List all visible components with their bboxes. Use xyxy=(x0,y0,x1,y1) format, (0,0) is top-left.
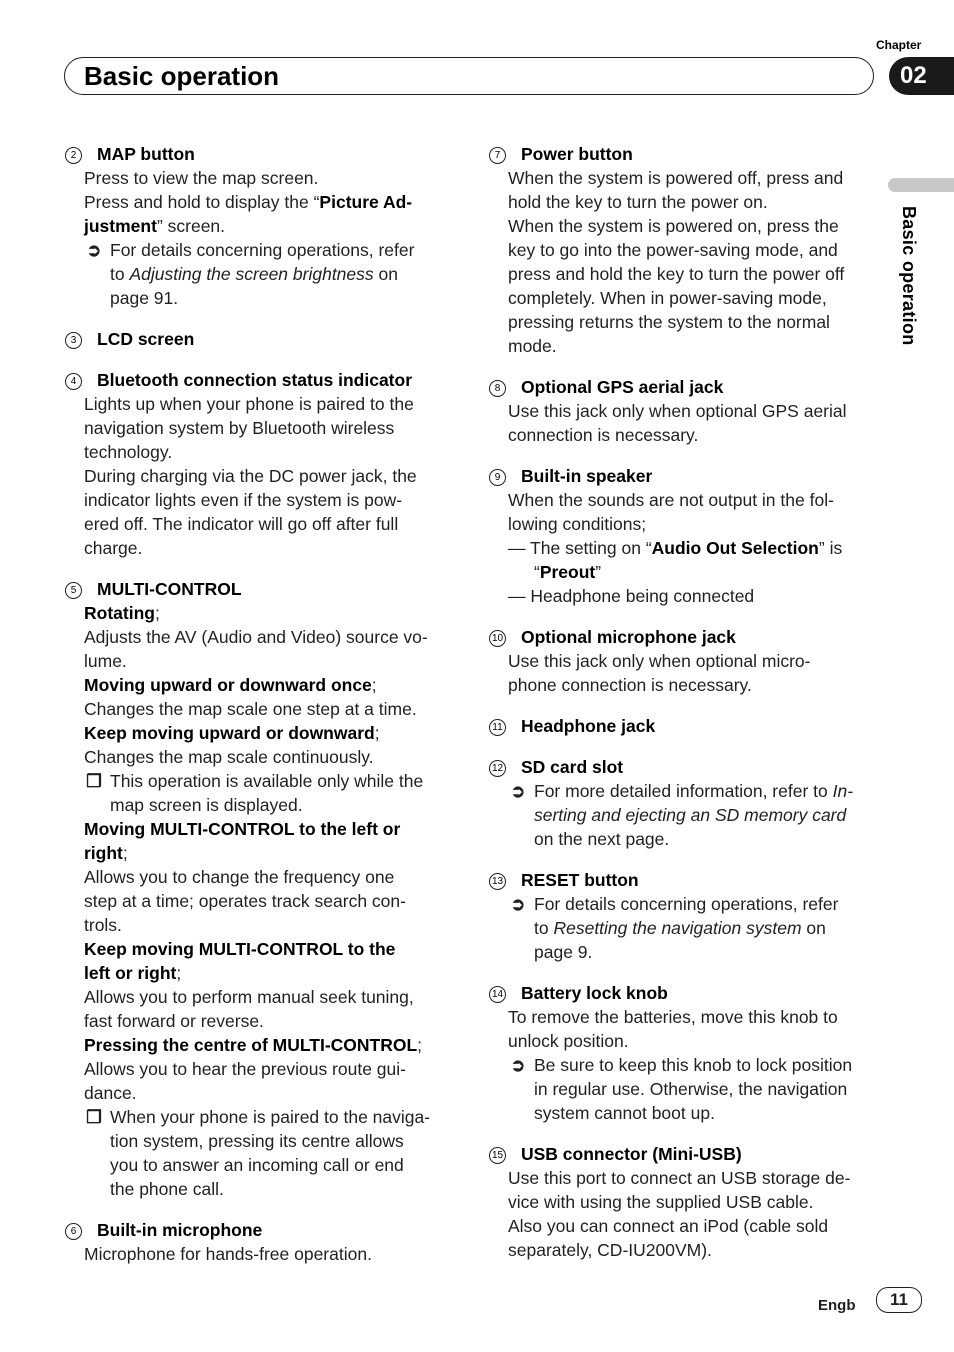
dash-item: — The setting on “Audio Out Selection” is xyxy=(508,538,843,558)
body-text: mode. xyxy=(508,336,557,356)
circled-number-icon: 5 xyxy=(65,582,82,599)
circled-number-icon: 15 xyxy=(489,1147,506,1164)
note: ❒ When your phone is paired to the naviga- xyxy=(64,1105,454,1129)
note: system cannot boot up. xyxy=(534,1103,715,1123)
circled-number-icon: 12 xyxy=(489,760,506,777)
body-text: Use this jack only when optional GPS aerial xyxy=(508,401,847,421)
arrow-icon: ➲ xyxy=(510,781,526,801)
note: ➲ For more detailed information, refer to In- xyxy=(488,779,880,803)
section-battery-lock-knob xyxy=(488,981,880,1125)
dash-item: — Headphone being connected xyxy=(508,586,755,606)
note: the phone call. xyxy=(110,1179,224,1199)
note: map screen is displayed. xyxy=(110,795,303,815)
footer-language: Engb xyxy=(818,1297,856,1314)
body-text: navigation system by Bluetooth wireless xyxy=(84,418,395,438)
body-text: separately, CD-IU200VM). xyxy=(508,1240,712,1260)
body-text: Rotating; xyxy=(84,603,160,623)
body-text: dance. xyxy=(84,1083,137,1103)
body-text: Keep moving upward or downward; xyxy=(84,723,380,743)
note: ➲ For details concerning operations, refer xyxy=(488,892,880,916)
circled-number-icon: 10 xyxy=(489,630,506,647)
note: ❒ This operation is available only while the xyxy=(64,769,454,793)
note: on the next page. xyxy=(534,829,670,849)
side-tab xyxy=(888,178,954,192)
note: ➲ For details concerning operations, refer xyxy=(64,238,454,262)
body-text: trols. xyxy=(84,915,122,935)
section-power-button xyxy=(488,142,880,358)
checkbox-icon: ❒ xyxy=(86,771,102,791)
section-title: Optional microphone jack xyxy=(521,627,736,647)
body-text: Lights up when your phone is paired to the xyxy=(84,394,414,414)
arrow-icon: ➲ xyxy=(86,240,102,260)
section-built-in-speaker xyxy=(488,464,880,608)
checkbox-icon: ❒ xyxy=(86,1107,102,1127)
body-text: Moving upward or downward once; xyxy=(84,675,377,695)
section-title: Headphone jack xyxy=(521,716,656,736)
body-text: charge. xyxy=(84,538,143,558)
section-title: Power button xyxy=(521,144,633,164)
body-text: step at a time; operates track search con- xyxy=(84,891,406,911)
note: to Resetting the navigation system on xyxy=(534,918,826,938)
body-text: ered off. The indicator will go off after full xyxy=(84,514,399,534)
note: you to answer an incoming call or end xyxy=(110,1155,404,1175)
section-title: LCD screen xyxy=(97,329,195,349)
section-title: Optional GPS aerial jack xyxy=(521,377,724,397)
body-text: technology. xyxy=(84,442,173,462)
circled-number-icon: 7 xyxy=(489,147,506,164)
circled-number-icon: 2 xyxy=(65,147,82,164)
body-text: right; xyxy=(84,843,128,863)
circled-number-icon: 9 xyxy=(489,469,506,486)
note: page 9. xyxy=(534,942,593,962)
circled-number-icon: 14 xyxy=(489,986,506,1003)
body-text: Adjusts the AV (Audio and Video) source vo- xyxy=(84,627,428,647)
note: to Adjusting the screen brightness on xyxy=(110,264,398,284)
body-text: unlock position. xyxy=(508,1031,629,1051)
section-title: Built-in microphone xyxy=(97,1220,263,1240)
body-text: vice with using the supplied USB cable. xyxy=(508,1192,814,1212)
body-text: pressing returns the system to the normal xyxy=(508,312,830,332)
section-title: MAP button xyxy=(97,144,195,164)
note: tion system, pressing its centre allows xyxy=(110,1131,404,1151)
body-text: lowing conditions; xyxy=(508,514,647,534)
page-title: Basic operation xyxy=(84,61,280,91)
note: ➲ Be sure to keep this knob to lock position xyxy=(488,1053,880,1077)
section-lcd-screen xyxy=(64,327,454,351)
section-title: USB connector (Mini-USB) xyxy=(521,1144,742,1164)
note: page 91. xyxy=(110,288,179,308)
body-text: Use this port to connect an USB storage de- xyxy=(508,1168,851,1188)
body-text: When the system is powered on, press the xyxy=(508,216,839,236)
section-sd-card-slot xyxy=(488,755,880,851)
circled-number-icon: 8 xyxy=(489,380,506,397)
body-text: lume. xyxy=(84,651,127,671)
body-text: When the system is powered off, press and xyxy=(508,168,844,188)
body-text: Allows you to change the frequency one xyxy=(84,867,395,887)
body-text: connection is necessary. xyxy=(508,425,699,445)
body-text: To remove the batteries, move this knob to xyxy=(508,1007,838,1027)
circled-number-icon: 3 xyxy=(65,332,82,349)
circled-number-icon: 13 xyxy=(489,873,506,890)
body-text: When the sounds are not output in the fol- xyxy=(508,490,834,510)
body-text: Use this jack only when optional micro- xyxy=(508,651,811,671)
chapter-number: 02 xyxy=(889,57,954,95)
section-title: RESET button xyxy=(521,870,639,890)
section-title: Bluetooth connection status indicator xyxy=(97,370,413,390)
section-headphone-jack xyxy=(488,714,880,738)
section-multi-control xyxy=(64,577,454,1201)
body-text: justment” screen. xyxy=(84,216,226,236)
section-built-in-microphone xyxy=(64,1218,454,1266)
body-text: Press to view the map screen. xyxy=(84,168,319,188)
section-bluetooth-indicator xyxy=(64,368,454,560)
body-text: indicator lights even if the system is pow- xyxy=(84,490,403,510)
right-column xyxy=(488,142,880,1279)
body-text: key to go into the power-saving mode, and xyxy=(508,240,838,260)
body-text: hold the key to turn the power on. xyxy=(508,192,768,212)
section-reset-button xyxy=(488,868,880,964)
circled-number-icon: 11 xyxy=(489,719,506,736)
note: serting and ejecting an SD memory card xyxy=(534,805,847,825)
arrow-icon: ➲ xyxy=(510,894,526,914)
body-text: phone connection is necessary. xyxy=(508,675,752,695)
circled-number-icon: 6 xyxy=(65,1223,82,1240)
section-usb-connector xyxy=(488,1142,880,1262)
body-text: Allows you to perform manual seek tuning, xyxy=(84,987,414,1007)
section-title: MULTI-CONTROL xyxy=(97,579,242,599)
body-text: left or right; xyxy=(84,963,182,983)
section-title: Battery lock knob xyxy=(521,983,668,1003)
body-text: Allows you to hear the previous route gui- xyxy=(84,1059,406,1079)
body-text: Changes the map scale continuously. xyxy=(84,747,374,767)
body-text: Moving MULTI-CONTROL to the left or xyxy=(84,819,401,839)
body-text: completely. When in power-saving mode, xyxy=(508,288,827,308)
body-text: press and hold the key to turn the power off xyxy=(508,264,845,284)
section-gps-aerial-jack xyxy=(488,375,880,447)
left-column xyxy=(64,142,454,1283)
section-map-button xyxy=(64,142,454,310)
body-text: Keep moving MULTI-CONTROL to the xyxy=(84,939,396,959)
body-text: fast forward or reverse. xyxy=(84,1011,264,1031)
circled-number-icon: 4 xyxy=(65,373,82,390)
note: in regular use. Otherwise, the navigation xyxy=(534,1079,848,1099)
side-section-label: Basic operation xyxy=(899,206,919,346)
body-text: Also you can connect an iPod (cable sold xyxy=(508,1216,829,1236)
body-text: Microphone for hands-free operation. xyxy=(84,1244,372,1264)
section-title: Built-in speaker xyxy=(521,466,653,486)
body-text: Press and hold to display the “Picture Ad- xyxy=(84,192,413,212)
body-text: Changes the map scale one step at a time. xyxy=(84,699,417,719)
section-microphone-jack xyxy=(488,625,880,697)
section-title: SD card slot xyxy=(521,757,624,777)
body-text: Pressing the centre of MULTI-CONTROL; xyxy=(84,1035,423,1055)
dash-item: “Preout” xyxy=(534,562,602,582)
body-text: During charging via the DC power jack, the xyxy=(84,466,417,486)
arrow-icon: ➲ xyxy=(510,1055,526,1075)
page-number: 11 xyxy=(876,1287,922,1313)
chapter-label: Chapter xyxy=(876,38,922,52)
